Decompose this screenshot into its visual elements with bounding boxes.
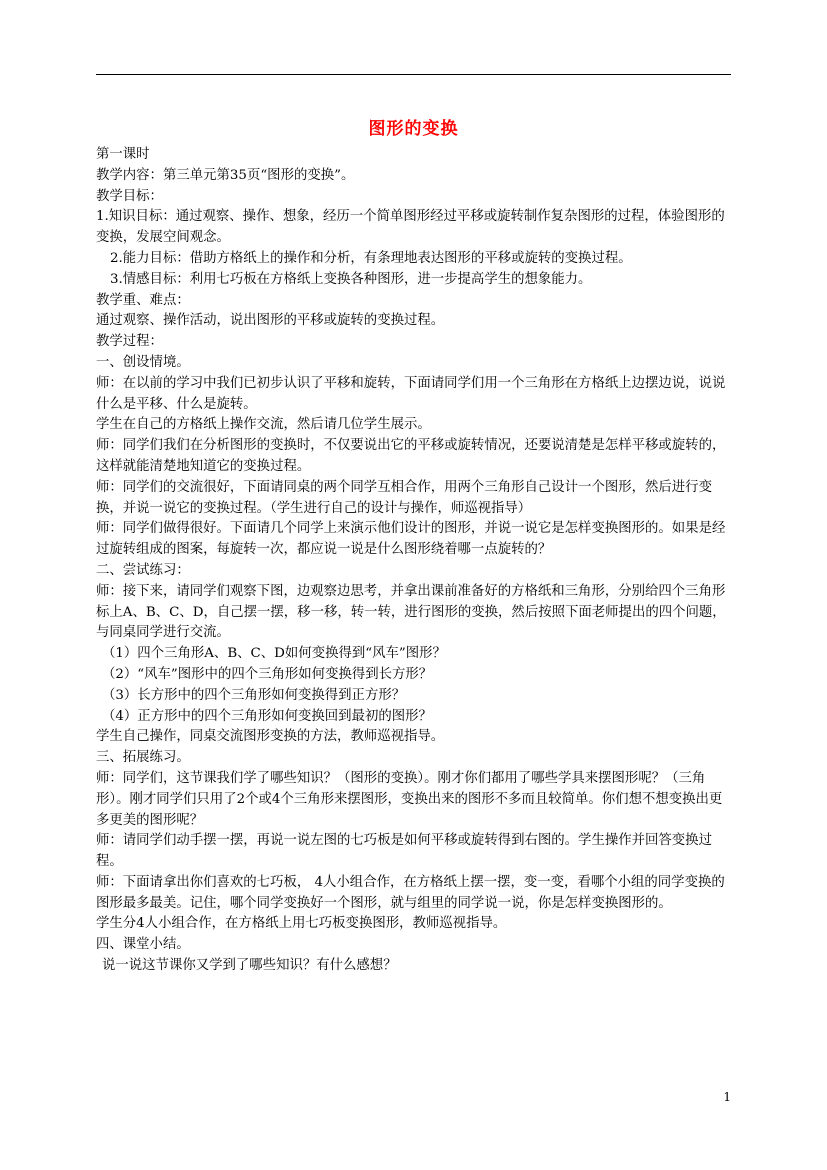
paragraph: 第一课时 — [96, 147, 150, 162]
paragraph: （2）“风车”图形中的四个三角形如何变换得到长方形？ — [102, 666, 433, 682]
document-title: 图形的变换 — [368, 119, 459, 139]
paragraph: 一、创设情境。 — [96, 354, 190, 370]
paragraph: 师：下面请拿出你们喜欢的七巧板， 4人小组合作，在方格纸上摆一摆，变一变，看哪个小组的同学变换的图形最多最美。记住，哪个同学变换好一个图形，就与组里的同学说一说，你是怎样变换图形的。 — [96, 874, 725, 911]
paragraph: 教学重、难点： — [96, 292, 190, 308]
paragraph: 二、尝试练习： — [96, 562, 190, 578]
paragraph: 师：同学们的交流很好，下面请同桌的两个同学互相合作，用两个三角形自己设计一个图形，然后进行变换，并说一说它的变换过程。（学生进行自己的设计与操作，师巡视指导） — [96, 479, 712, 516]
paragraph: 师：同学们，这节课我们学了哪些知识？（图形的变换）。刚才你们都用了哪些学具来摆图形呢？（三角形）。刚才同学们只用了2个或4个三角形来摆图形，变换出来的图形不多而且较简单。你们想不想变换出更多更美的图形呢？ — [96, 770, 723, 828]
paragraph: 学生在自己的方格纸上操作交流，然后请几位学生展示。 — [96, 417, 431, 433]
paragraph: （1）四个三角形A、B、C、D如何变换得到“风车”图形？ — [102, 646, 446, 662]
paragraph: 教学内容：第三单元第35页“图形的变换”。 — [96, 167, 355, 183]
paragraph: 学生分4人小组合作，在方格纸上用七巧板变换图形，教师巡视指导。 — [96, 916, 507, 932]
document-body — [96, 145, 732, 977]
paragraph: 师：请同学们动手摆一摆，再说一说左图的七巧板是如何平移或旋转得到右图的。学生操作并回答变换过程。 — [96, 833, 712, 870]
paragraph: 师：同学们做得很好。下面请几个同学上来演示他们设计的图形，并说一说它是怎样变换图形的。如果是经过旋转组成的图案，每旋转一次，都应说一说是什么图形绕着哪一点旋转的？ — [96, 521, 726, 558]
paragraph: （4）正方形中的四个三角形如何变换回到最初的图形？ — [102, 708, 432, 724]
paragraph: 通过观察、操作活动，说出图形的平移或旋转的变换过程。 — [96, 313, 445, 329]
paragraph: 说一说这节课你又学到了哪些知识？有什么感想？ — [102, 958, 397, 974]
paragraph: 四、课堂小结。 — [96, 937, 190, 953]
paragraph: 师：在以前的学习中我们已初步认识了平移和旋转，下面请同学们用一个三角形在方格纸上边摆边说，说说什么是平移、什么是旋转。 — [96, 375, 726, 412]
paragraph: 教学过程： — [96, 334, 163, 350]
header-rule — [96, 74, 731, 75]
paragraph: 1.知识目标：通过观察、操作、想象，经历一个简单图形经过平移或旋转制作复杂图形的过程，体验图形的变换，发展空间观念。 — [96, 209, 725, 246]
paragraph: 教学目标： — [96, 188, 163, 204]
paragraph: （3）长方形中的四个三角形如何变换得到正方形？ — [102, 687, 406, 703]
paragraph: 师：同学们我们在分析图形的变换时，不仅要说出它的平移或旋转情况，还要说清楚是怎样平移或旋转的，这样就能清楚地知道它的变换过程。 — [96, 438, 726, 474]
paragraph: 三、拓展练习。 — [96, 750, 190, 766]
paragraph: 学生自己操作，同桌交流图形变换的方法，教师巡视指导。 — [96, 729, 445, 745]
paragraph: 3.情感目标：利用七巧板在方格纸上变换各种图形，进一步提高学生的想象能力。 — [110, 271, 592, 287]
paragraph: 师：接下来，请同学们观察下图，边观察边思考，并拿出课前准备好的方格纸和三角形，分别给四个三角形标上A、B、C、D，自己摆一摆，移一移，转一转，进行图形的变换，然后按照下面老师提出的四个问题，与同桌同学进行交流。 — [96, 583, 726, 641]
paragraph: 2.能力目标：借助方格纸上的操作和分析，有条理地表达图形的平移或旋转的变换过程。 — [110, 250, 632, 266]
page-number: 1 — [723, 1090, 731, 1104]
